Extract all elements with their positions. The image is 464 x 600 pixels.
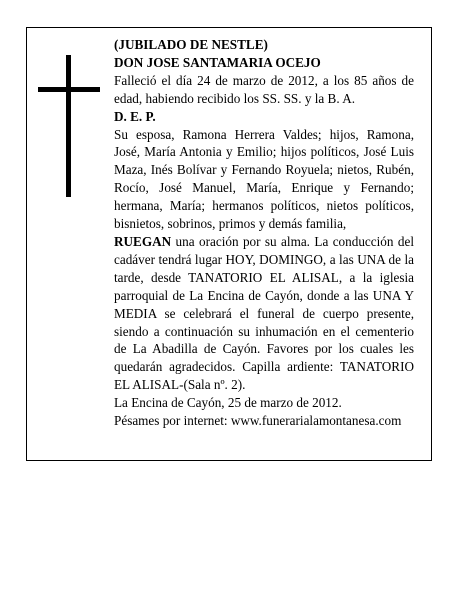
cross-icon-bar (38, 87, 100, 92)
family-list: Su esposa, Ramona Herrera Valdes; hijos, Ramona, José, María Antonia y Emilio; hijos políticos, José Luis Maza, Inés Bolívar y Fernando Royuela; nietos, Rubén, Rocío, José Manuel, María, Enrique y Fernando; hermana, María; hermanos políticos, nietos políticos, bisnietos, sobrinos, primos y demás familia, (114, 126, 414, 232)
condolences-line: Pésames por internet: www.funerarialamontanesa.com (114, 413, 402, 429)
ruegan-word: RUEGAN (114, 233, 172, 249)
death-notice: Falleció el día 24 de marzo de 2012, a los 85 años de edad, habiendo recibido los SS. SS. y la B. A. (114, 72, 414, 106)
funeral-paragraph (114, 233, 414, 394)
obituary-text (114, 36, 414, 430)
header-line: (JUBILADO DE NESTLE) (114, 37, 268, 52)
dep-line: D. E. P. (114, 108, 156, 124)
place-date: La Encina de Cayón, 25 de marzo de 2012. (114, 395, 342, 411)
cross-icon (66, 55, 71, 197)
deceased-name: DON JOSE SANTAMARIA OCEJO (114, 54, 321, 70)
funeral-details: una oración por su alma. La conducción del cadáver tendrá lugar HOY, DOMINGO, a las UNA de la tarde, desde TANATORIO EL ALISAL, a la iglesia parroquial de La Encina de Cayón, donde a las UNA Y MEDIA se celebrará el funeral de cuerpo presente, siendo a continuación su inhumación en el cementerio de La Abadilla de Cayón. Favores por los cuales les quedarán agradecidos. Capilla ardiente: TANATORIO EL ALISAL-(Sala nº. 2). (114, 233, 414, 393)
